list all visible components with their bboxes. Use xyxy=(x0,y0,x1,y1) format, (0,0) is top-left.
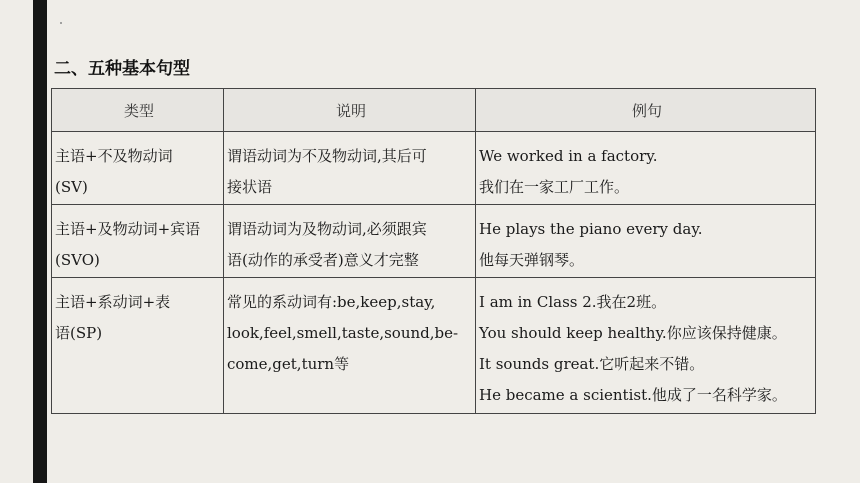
type-line: 主语+系动词+表 xyxy=(55,293,171,311)
table-row xyxy=(52,205,816,278)
description-line: 谓语动词为及物动词,必须跟宾 xyxy=(227,220,427,238)
sentence-patterns-table xyxy=(51,88,816,414)
example-line: It sounds great.它听起来不错。 xyxy=(479,355,705,373)
example-cell xyxy=(476,132,816,205)
description-line: 常见的系动词有:be,keep,stay, xyxy=(227,293,436,311)
decorative-dot xyxy=(60,22,62,24)
type-line: (SVO) xyxy=(55,251,100,269)
type-line: 语(SP) xyxy=(55,324,103,342)
example-line: I am in Class 2.我在2班。 xyxy=(479,293,667,311)
example-line: 我们在一家工厂工作。 xyxy=(479,178,630,196)
description-line: 语(动作的承受者)意义才完整 xyxy=(227,251,419,269)
type-cell xyxy=(52,205,224,278)
example-line: We worked in a factory. xyxy=(479,147,658,165)
description-cell xyxy=(224,278,476,414)
type-line: 主语+及物动词+宾语 xyxy=(55,220,201,238)
left-accent-bar xyxy=(33,0,47,483)
example-cell xyxy=(476,278,816,414)
section-heading: 二、五种基本句型 xyxy=(54,59,190,79)
description-line: come,get,turn等 xyxy=(227,355,350,373)
description-cell xyxy=(224,205,476,278)
table-row xyxy=(52,132,816,205)
description-line: 接状语 xyxy=(227,178,273,196)
table-header-row xyxy=(52,89,816,132)
example-line: He plays the piano every day. xyxy=(479,220,703,238)
example-line: He became a scientist.他成了一名科学家。 xyxy=(479,386,787,404)
type-cell xyxy=(52,278,224,414)
example-cell xyxy=(476,205,816,278)
table-row xyxy=(52,278,816,414)
type-line: 主语+不及物动词 xyxy=(55,147,173,165)
header-description: 说明 xyxy=(224,89,476,132)
type-line: (SV) xyxy=(55,178,88,196)
example-line: 他每天弹钢琴。 xyxy=(479,251,585,269)
description-line: 谓语动词为不及物动词,其后可 xyxy=(227,147,427,165)
header-example: 例句 xyxy=(476,89,816,132)
example-line: You should keep healthy.你应该保持健康。 xyxy=(479,324,787,342)
type-cell xyxy=(52,132,224,205)
description-cell xyxy=(224,132,476,205)
description-line: look,feel,smell,taste,sound,be- xyxy=(227,324,459,342)
header-type: 类型 xyxy=(52,89,224,132)
